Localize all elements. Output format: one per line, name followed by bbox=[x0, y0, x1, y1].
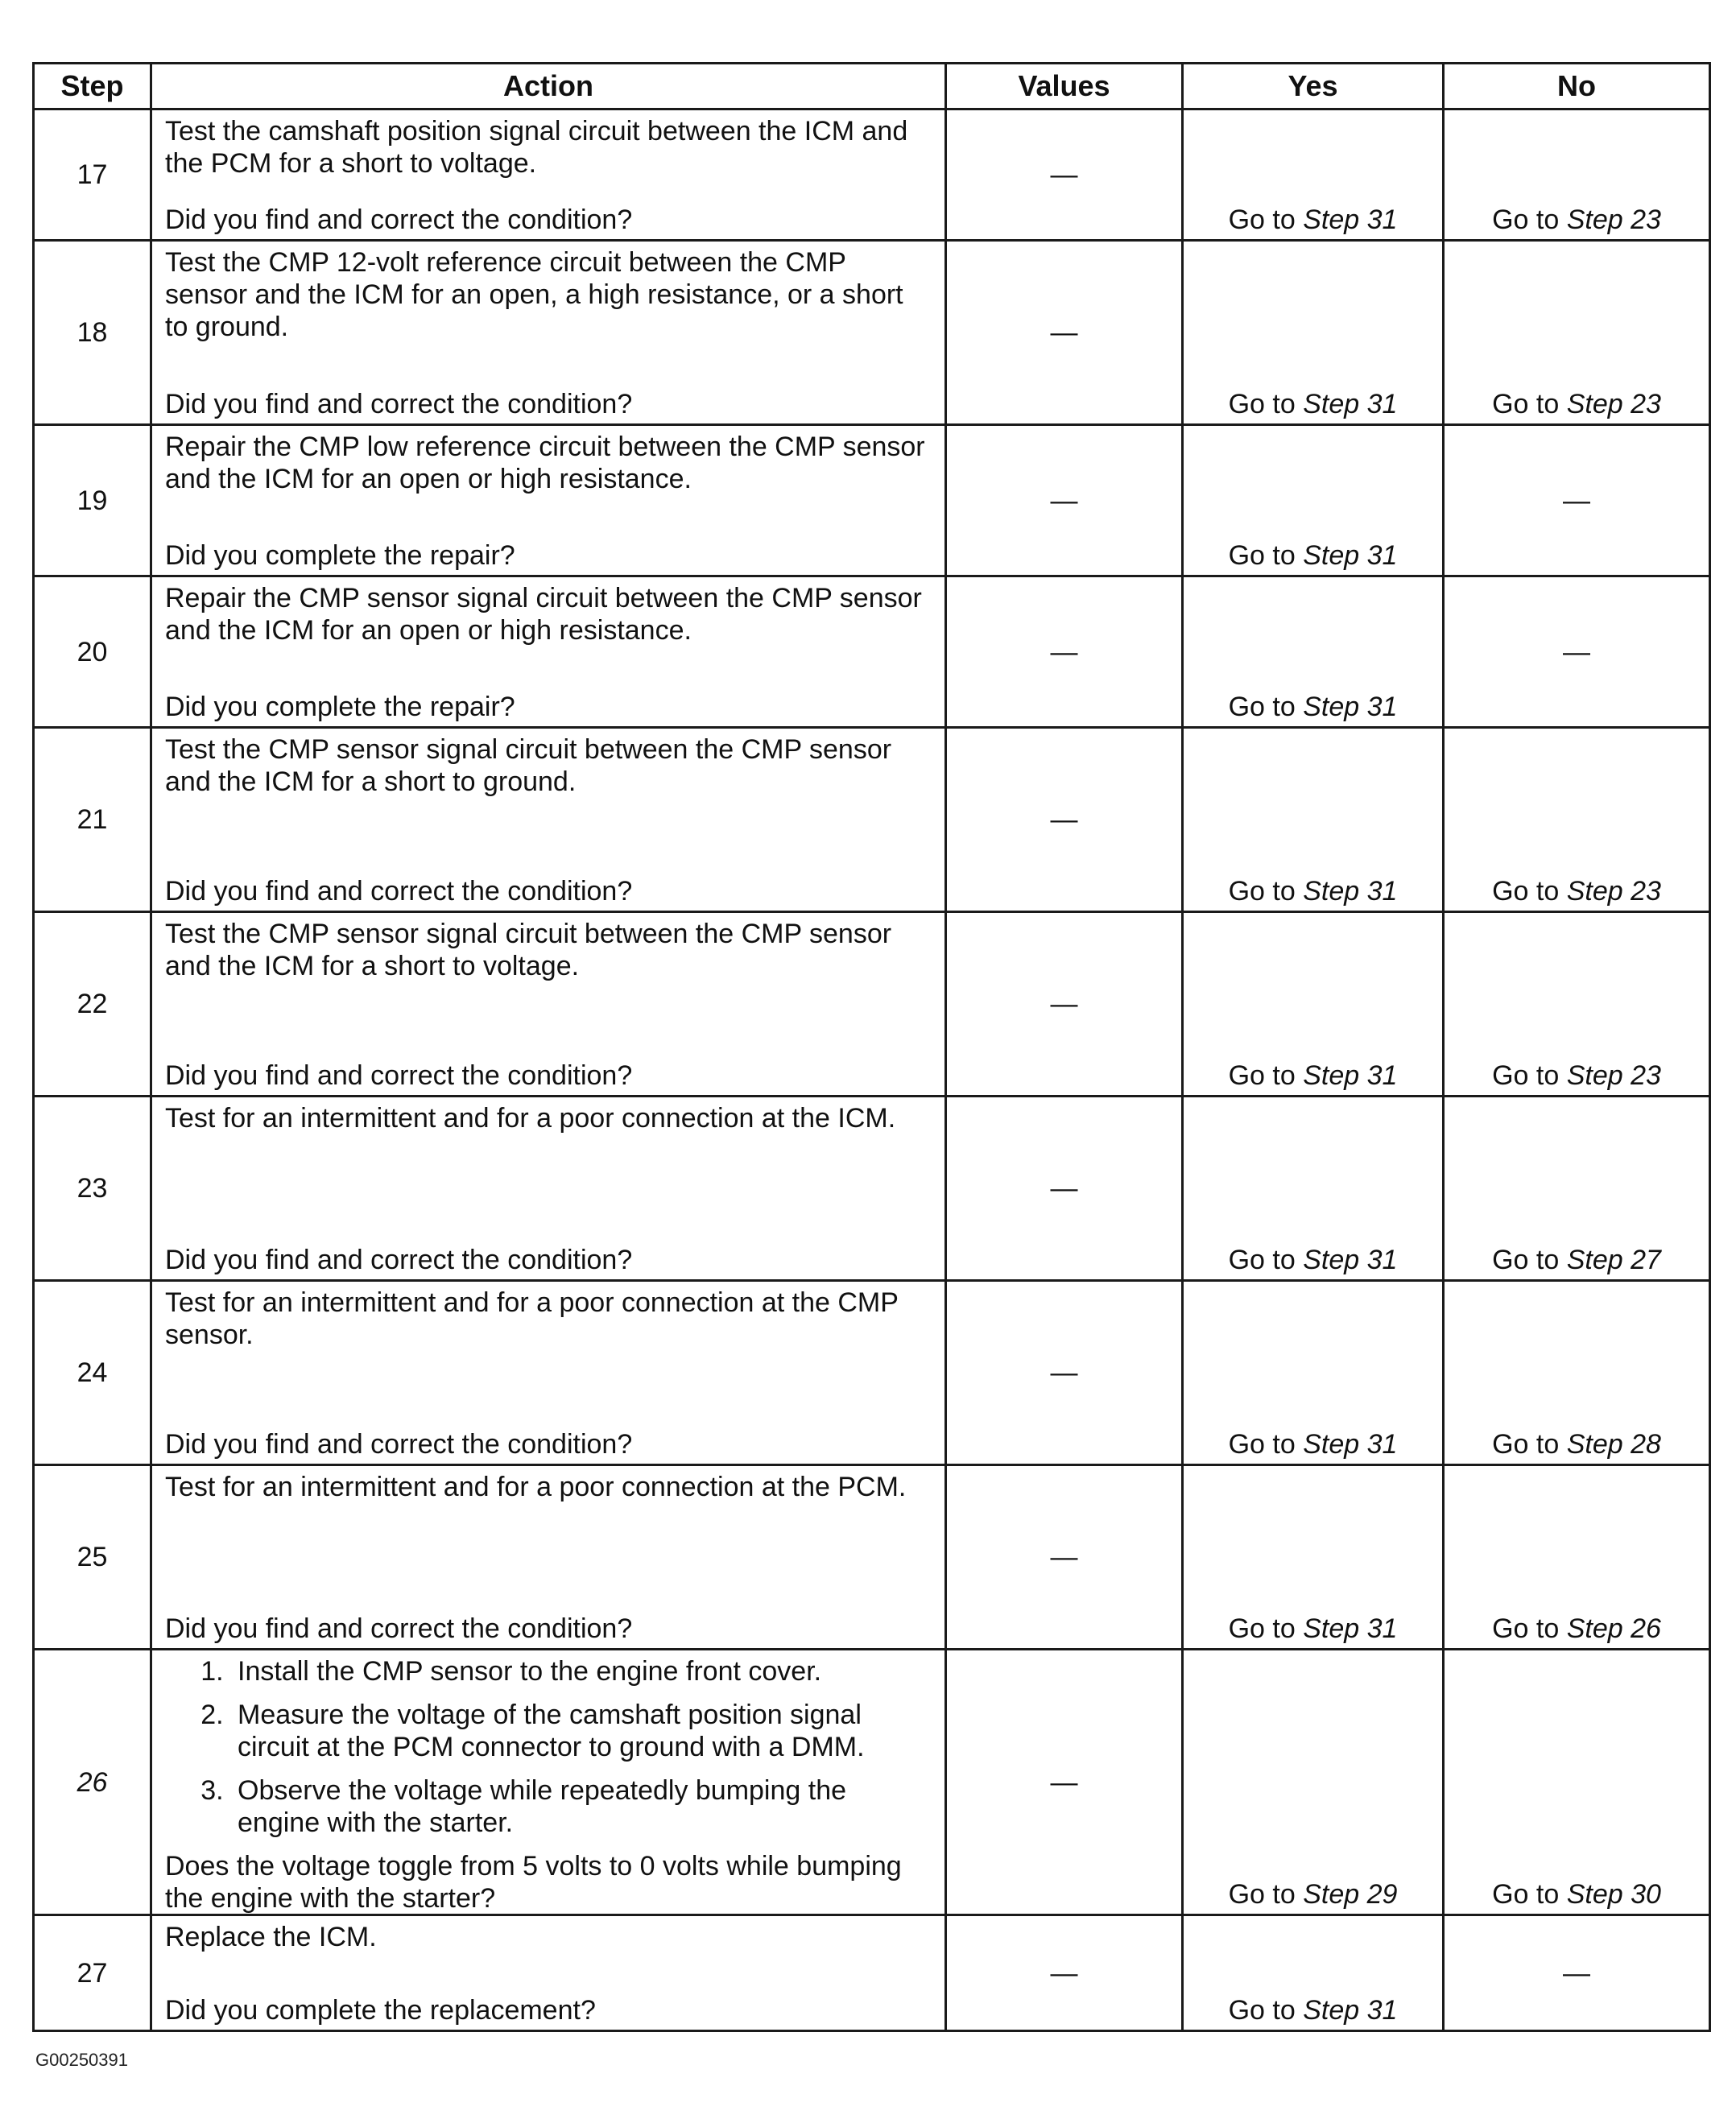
action-text: Test for an intermittent and for a poor connection at the CMP sensor. bbox=[165, 1287, 899, 1350]
no-prefix: Go to bbox=[1492, 1879, 1560, 1910]
step-number: 24 bbox=[34, 1281, 151, 1465]
step-number: 25 bbox=[34, 1465, 151, 1650]
table-row bbox=[34, 576, 1710, 728]
no-cell bbox=[1444, 912, 1710, 1097]
action-cell bbox=[151, 1281, 946, 1465]
no-prefix: Go to bbox=[1492, 1613, 1560, 1644]
substep-item: 2. Measure the voltage of the camshaft position signal circuit at the PCM connector to ground with a DMM. bbox=[231, 1699, 933, 1763]
values-cell: — bbox=[946, 1915, 1183, 2031]
substep-item: 1. Install the CMP sensor to the engine front cover. bbox=[231, 1655, 933, 1687]
action-question: Did you find and correct the condition? bbox=[165, 1613, 633, 1644]
action-cell bbox=[151, 728, 946, 912]
no-step-ref: Step 27 bbox=[1566, 1245, 1661, 1275]
yes-prefix: Go to bbox=[1228, 1613, 1296, 1644]
table-row bbox=[34, 425, 1710, 576]
yes-prefix: Go to bbox=[1228, 1060, 1296, 1091]
action-text: Test for an intermittent and for a poor connection at the ICM. bbox=[165, 1103, 896, 1134]
no-cell bbox=[1444, 1097, 1710, 1281]
yes-cell bbox=[1183, 1650, 1444, 1915]
step-number: 19 bbox=[34, 425, 151, 576]
action-cell bbox=[151, 425, 946, 576]
yes-step-ref: Step 31 bbox=[1303, 1060, 1398, 1091]
yes-prefix: Go to bbox=[1228, 692, 1296, 722]
yes-prefix: Go to bbox=[1228, 204, 1296, 235]
header-values: Values bbox=[946, 64, 1183, 109]
yes-prefix: Go to bbox=[1228, 876, 1296, 907]
values-cell: — bbox=[946, 912, 1183, 1097]
yes-cell bbox=[1183, 576, 1444, 728]
yes-prefix: Go to bbox=[1228, 1995, 1296, 2026]
no-cell bbox=[1444, 241, 1710, 425]
table-row bbox=[34, 912, 1710, 1097]
yes-step-ref: Step 31 bbox=[1303, 1995, 1398, 2026]
yes-prefix: Go to bbox=[1228, 1245, 1296, 1275]
yes-prefix: Go to bbox=[1228, 540, 1296, 571]
action-cell bbox=[151, 241, 946, 425]
action-question: Does the voltage toggle from 5 volts to 0 volts while bumping the engine with the starter? bbox=[165, 1851, 902, 1914]
action-question: Did you complete the repair? bbox=[165, 540, 515, 571]
step-number: 17 bbox=[34, 109, 151, 241]
action-text: Test for an intermittent and for a poor connection at the PCM. bbox=[165, 1472, 907, 1502]
no-step-ref: Step 23 bbox=[1566, 876, 1661, 907]
table-row bbox=[34, 1915, 1710, 2031]
action-text: Test the camshaft position signal circuit between the ICM and the PCM for a short to voltage. bbox=[165, 116, 908, 179]
action-question: Did you find and correct the condition? bbox=[165, 204, 633, 235]
action-cell bbox=[151, 576, 946, 728]
no-cell bbox=[1444, 109, 1710, 241]
header-yes: Yes bbox=[1183, 64, 1444, 109]
action-cell bbox=[151, 1465, 946, 1650]
yes-cell bbox=[1183, 728, 1444, 912]
action-question: Did you complete the replacement? bbox=[165, 1995, 596, 2026]
no-cell: — bbox=[1444, 1915, 1710, 2031]
no-prefix: Go to bbox=[1492, 389, 1560, 419]
action-question: Did you find and correct the condition? bbox=[165, 876, 633, 907]
action-cell bbox=[151, 1097, 946, 1281]
yes-step-ref: Step 31 bbox=[1303, 1613, 1398, 1644]
yes-step-ref: Step 31 bbox=[1303, 204, 1398, 235]
action-question: Did you complete the repair? bbox=[165, 692, 515, 722]
no-cell bbox=[1444, 1650, 1710, 1915]
action-text: Test the CMP sensor signal circuit between the CMP sensor and the ICM for a short to voltage. bbox=[165, 919, 892, 981]
header-action: Action bbox=[151, 64, 946, 109]
no-prefix: Go to bbox=[1492, 204, 1560, 235]
yes-cell bbox=[1183, 1915, 1444, 2031]
step-number: 18 bbox=[34, 241, 151, 425]
table-row bbox=[34, 1281, 1710, 1465]
yes-step-ref: Step 31 bbox=[1303, 540, 1398, 571]
header-step: Step bbox=[34, 64, 151, 109]
no-prefix: Go to bbox=[1492, 1060, 1560, 1091]
diagnostic-steps-table bbox=[32, 62, 1711, 2032]
table-row bbox=[34, 1650, 1710, 1915]
action-text: Test the CMP 12-volt reference circuit between the CMP sensor and the ICM for an open, a high resistance, or a short to ground. bbox=[165, 247, 903, 342]
yes-step-ref: Step 31 bbox=[1303, 1429, 1398, 1460]
values-cell: — bbox=[946, 109, 1183, 241]
action-cell bbox=[151, 1650, 946, 1915]
step-number: 27 bbox=[34, 1915, 151, 2031]
action-text: Replace the ICM. bbox=[165, 1922, 377, 1952]
yes-prefix: Go to bbox=[1228, 389, 1296, 419]
yes-cell bbox=[1183, 1465, 1444, 1650]
yes-step-ref: Step 29 bbox=[1303, 1879, 1398, 1910]
no-step-ref: Step 23 bbox=[1566, 1060, 1661, 1091]
values-cell: — bbox=[946, 1650, 1183, 1915]
no-prefix: Go to bbox=[1492, 1245, 1560, 1275]
action-question: Did you find and correct the condition? bbox=[165, 1245, 633, 1275]
yes-step-ref: Step 31 bbox=[1303, 1245, 1398, 1275]
action-text: Repair the CMP low reference circuit between the CMP sensor and the ICM for an open or high resistance. bbox=[165, 432, 925, 494]
no-cell: — bbox=[1444, 576, 1710, 728]
yes-prefix: Go to bbox=[1228, 1879, 1296, 1910]
yes-cell bbox=[1183, 1097, 1444, 1281]
action-cell bbox=[151, 912, 946, 1097]
values-cell: — bbox=[946, 1097, 1183, 1281]
no-prefix: Go to bbox=[1492, 876, 1560, 907]
table-row bbox=[34, 1097, 1710, 1281]
substep-item: 3. Observe the voltage while repeatedly bumping the engine with the starter. bbox=[231, 1774, 933, 1839]
yes-cell bbox=[1183, 1281, 1444, 1465]
no-step-ref: Step 30 bbox=[1566, 1879, 1661, 1910]
yes-cell bbox=[1183, 241, 1444, 425]
yes-cell bbox=[1183, 109, 1444, 241]
table-row bbox=[34, 1465, 1710, 1650]
action-cell bbox=[151, 109, 946, 241]
no-step-ref: Step 26 bbox=[1566, 1613, 1661, 1644]
values-cell: — bbox=[946, 728, 1183, 912]
yes-cell bbox=[1183, 425, 1444, 576]
substep-list bbox=[165, 1655, 933, 1850]
header-no: No bbox=[1444, 64, 1710, 109]
step-number: 22 bbox=[34, 912, 151, 1097]
action-question: Did you find and correct the condition? bbox=[165, 1429, 633, 1460]
figure-code: G00250391 bbox=[35, 2050, 128, 2070]
step-number: 23 bbox=[34, 1097, 151, 1281]
values-cell: — bbox=[946, 425, 1183, 576]
no-cell bbox=[1444, 1281, 1710, 1465]
action-question: Did you find and correct the condition? bbox=[165, 389, 633, 419]
no-step-ref: Step 23 bbox=[1566, 389, 1661, 419]
values-cell: — bbox=[946, 241, 1183, 425]
yes-cell bbox=[1183, 912, 1444, 1097]
no-cell bbox=[1444, 728, 1710, 912]
no-prefix: Go to bbox=[1492, 1429, 1560, 1460]
yes-step-ref: Step 31 bbox=[1303, 876, 1398, 907]
yes-step-ref: Step 31 bbox=[1303, 389, 1398, 419]
table-row bbox=[34, 109, 1710, 241]
no-cell: — bbox=[1444, 425, 1710, 576]
step-number: 21 bbox=[34, 728, 151, 912]
values-cell: — bbox=[946, 1281, 1183, 1465]
table-row bbox=[34, 241, 1710, 425]
values-cell: — bbox=[946, 1465, 1183, 1650]
action-cell bbox=[151, 1915, 946, 2031]
no-cell bbox=[1444, 1465, 1710, 1650]
action-text: Repair the CMP sensor signal circuit between the CMP sensor and the ICM for an open or high resistance. bbox=[165, 583, 922, 646]
yes-prefix: Go to bbox=[1228, 1429, 1296, 1460]
table-header-row bbox=[34, 64, 1710, 109]
table-row bbox=[34, 728, 1710, 912]
step-number: 26 bbox=[34, 1650, 151, 1915]
no-step-ref: Step 28 bbox=[1566, 1429, 1661, 1460]
action-question: Did you find and correct the condition? bbox=[165, 1060, 633, 1091]
no-step-ref: Step 23 bbox=[1566, 204, 1661, 235]
yes-step-ref: Step 31 bbox=[1303, 692, 1398, 722]
step-number: 20 bbox=[34, 576, 151, 728]
values-cell: — bbox=[946, 576, 1183, 728]
action-text: Test the CMP sensor signal circuit between the CMP sensor and the ICM for a short to ground. bbox=[165, 734, 892, 797]
